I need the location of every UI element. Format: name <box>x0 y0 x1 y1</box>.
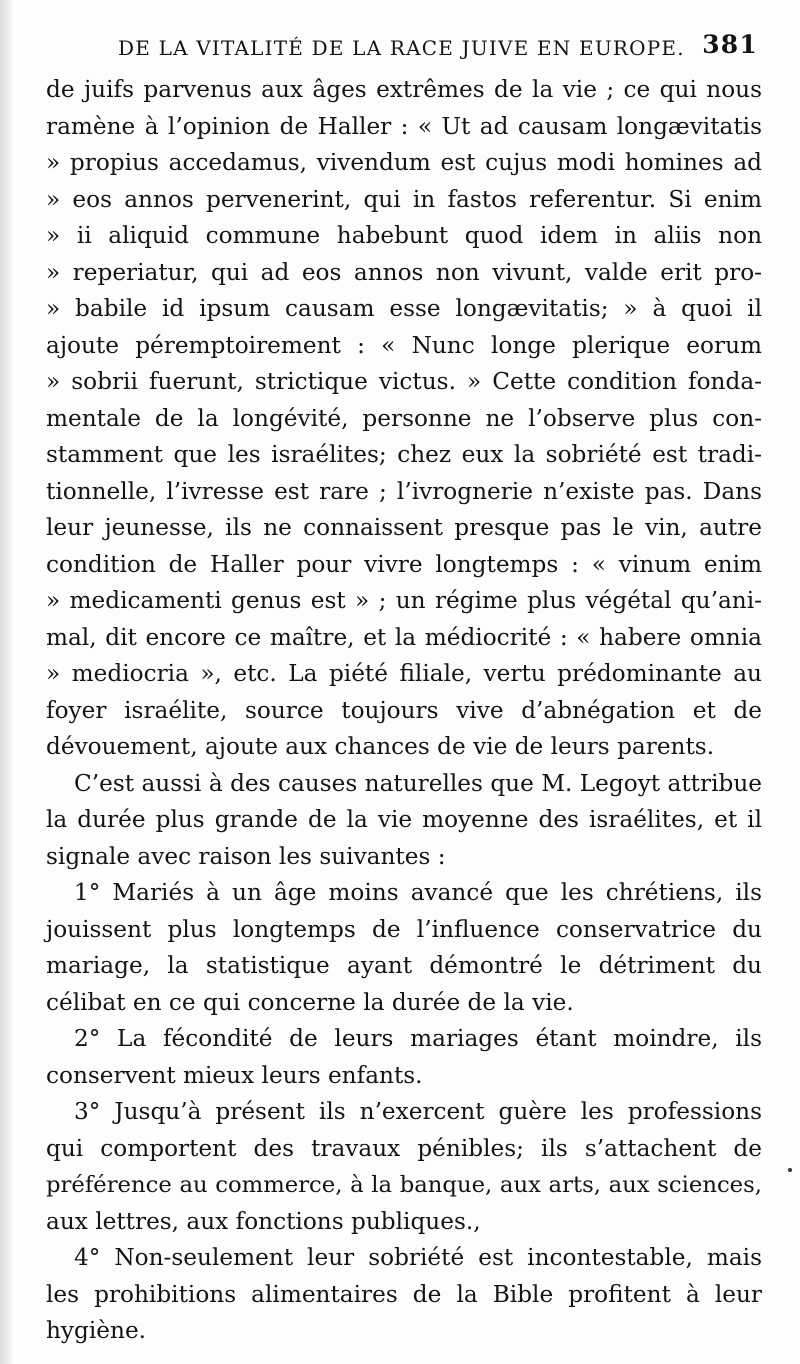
text-line: leur jeunesse, ils ne connaissent presque pas le vin, autre <box>46 514 762 541</box>
text-line: » mediocria », etc. La piété filiale, vertu prédominante au <box>46 660 762 687</box>
text-line: » eos annos pervenerint, qui in fastos referentur. Si enim <box>46 185 762 213</box>
text-line: » babile id ipsum causam esse longævitatis; » à quoi il <box>46 295 762 322</box>
text-line: ajoute péremptoirement : « Nunc longe plerique eorum <box>46 331 762 359</box>
text-line: » ii aliquid commune habebunt quod idem in aliis non <box>46 222 762 249</box>
text-line: tionnelle, l’ivresse est rare ; l’ivrognerie n’existe pas. Dans <box>46 477 762 505</box>
text-line: C’est aussi à des causes naturelles que M. Legoyt attribue <box>74 769 762 797</box>
text-line: signale avec raison les suivantes : <box>46 842 446 870</box>
running-head <box>118 30 758 64</box>
text-line: la durée plus grande de la vie moyenne des israélites, et il <box>46 806 762 833</box>
text-line: ramène à l’opinion de Haller : « Ut ad causam longævitatis <box>46 112 762 140</box>
text-line: 3° Jusqu’à présent ils n’exercent guère les professions <box>74 1098 762 1125</box>
text-line: conservent mieux leurs enfants. <box>46 1061 423 1089</box>
text-line: aux lettres, aux fonctions publiques., <box>46 1207 481 1235</box>
running-head-title: DE LA VITALITÉ DE LA RACE JUIVE EN EUROPE. <box>118 36 685 60</box>
text-line: de juifs parvenus aux âges extrêmes de la vie ; ce qui nous <box>46 76 762 103</box>
text-line: préférence au commerce, à la banque, aux arts, aux sciences, <box>46 1172 762 1198</box>
text-line: dévouement, ajoute aux chances de vie de leurs parents. <box>46 733 715 760</box>
ink-speck <box>788 1168 792 1172</box>
text-line: » medicamenti genus est » ; un régime plus végétal qu’ani- <box>46 587 762 614</box>
text-line: 1° Mariés à un âge moins avancé que les chrétiens, ils <box>74 879 762 906</box>
text-line: les prohibitions alimentaires de la Bible profitent à leur <box>46 1280 762 1308</box>
text-line: foyer israélite, source toujours vive d’abnégation et de <box>46 696 762 724</box>
text-line: qui comportent des travaux pénibles; ils s’attachent de <box>46 1134 762 1162</box>
text-line: mariage, la statistique ayant démontré le détriment du <box>46 952 762 979</box>
text-line: » propius accedamus, vivendum est cujus modi homines ad <box>46 149 762 176</box>
body-text <box>46 72 762 1350</box>
page-number: 381 <box>702 30 758 59</box>
binding-shadow <box>0 0 14 1364</box>
text-line: mentale de la longévité, personne ne l’observe plus con- <box>46 404 762 432</box>
text-line: » reperiatur, qui ad eos annos non vivunt, valde erit pro- <box>46 258 762 286</box>
text-line: stamment que les israélites; chez eux la sobriété est tradi- <box>46 441 762 468</box>
text-line: mal, dit encore ce maître, et la médiocrité : « habere omnia <box>46 623 762 651</box>
text-line: jouissent plus longtemps de l’influence conservatrice du <box>46 915 762 943</box>
text-line: 4° Non-seulement leur sobriété est incontestable, mais <box>74 1244 762 1271</box>
text-line: » sobrii fuerunt, strictique victus. » Cette condition fonda- <box>46 368 762 395</box>
text-line: condition de Haller pour vivre longtemps : « vinum enim <box>46 550 762 578</box>
text-line: hygiène. <box>46 1317 147 1344</box>
text-line: 2° La fécondité de leurs mariages étant moindre, ils <box>74 1025 762 1052</box>
text-line: célibat en ce qui concerne la durée de la vie. <box>46 988 574 1016</box>
